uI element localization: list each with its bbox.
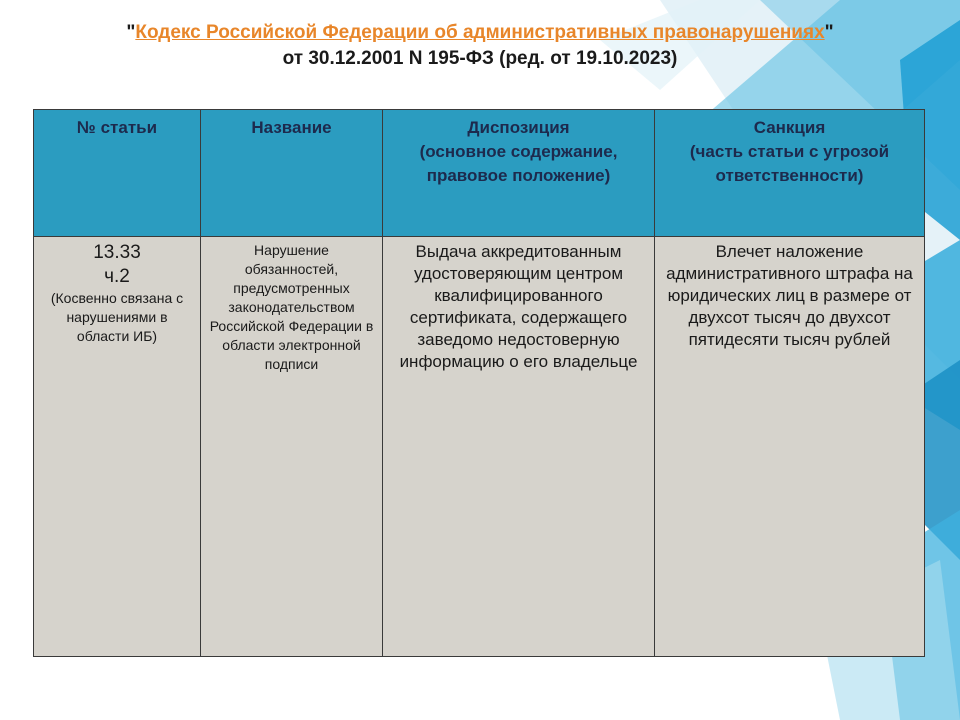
cell-sanction xyxy=(655,237,925,657)
cell-disposition xyxy=(383,237,655,657)
header-disposition-subtitle: (основное содержание, правовое положение) xyxy=(419,142,618,185)
table-header-row xyxy=(34,110,925,237)
header-sanction-subtitle: (часть статьи с угрозой ответственности) xyxy=(689,142,890,185)
title-line-1 xyxy=(0,20,960,46)
law-title-link[interactable]: Кодекс Российской Федерации об административных правонарушениях xyxy=(135,22,825,43)
quote-close: " xyxy=(824,22,834,43)
page-title xyxy=(0,20,960,72)
header-disposition xyxy=(383,110,655,237)
cell-article-number xyxy=(34,237,201,657)
header-disposition-title: Диспозиция xyxy=(467,118,570,137)
table-row xyxy=(34,237,925,657)
header-name-label: Название xyxy=(251,118,332,137)
article-note: (Косвенно связана с нарушениями в области ИБ) xyxy=(50,290,184,344)
article-number: 13.33 xyxy=(93,242,141,263)
header-article-number xyxy=(34,110,201,237)
law-article-table xyxy=(33,109,925,657)
header-article-number-label: № статьи xyxy=(76,118,158,137)
quote-open: " xyxy=(126,22,136,43)
header-name xyxy=(201,110,383,237)
title-subtitle: от 30.12.2001 N 195-ФЗ (ред. от 19.10.2023) xyxy=(282,48,678,69)
article-disposition: Выдача аккредитованным удостоверяющим центром квалифицированного сертификата, содержащего заведомо недостоверную информацию о его владельце xyxy=(399,242,638,371)
header-sanction xyxy=(655,110,925,237)
article-part: ч.2 xyxy=(104,266,130,287)
header-sanction-title: Санкция xyxy=(753,118,826,137)
article-name: Нарушение обязанностей, предусмотренных законодательством Российской Федерации в области электронной подписи xyxy=(209,242,374,372)
article-sanction: Влечет наложение административного штрафа на юридических лиц в размере от двухсот тысяч до двухсот пятидесяти тысяч рублей xyxy=(666,242,913,349)
cell-name xyxy=(201,237,383,657)
